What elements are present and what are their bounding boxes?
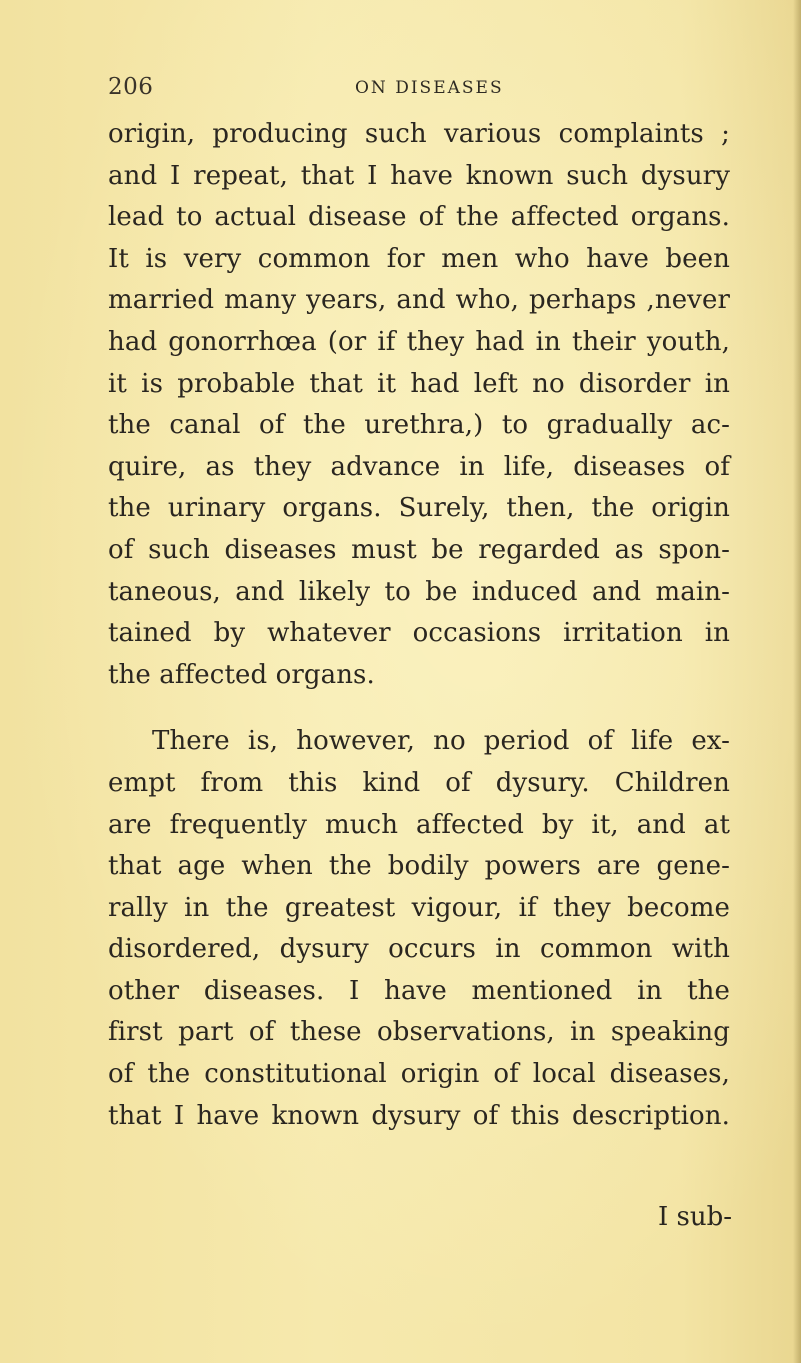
text-line: origin, producing such various complaints ; [108, 119, 730, 149]
paragraph-1 [108, 114, 730, 696]
paragraph-2 [108, 721, 730, 1137]
text-line: It is very common for men who have been [108, 243, 730, 274]
catchword: I sub- [658, 1202, 733, 1232]
text-line: the urinary organs. Surely, then, the origin [108, 493, 730, 524]
paragraph-gap [108, 696, 730, 721]
page-number: 206 [108, 74, 154, 100]
running-head: ON DISEASES [355, 78, 504, 98]
text-line: the canal of the urethra,) to gradually ac- [108, 410, 730, 441]
text-line: are frequently much affected by it, and at [108, 809, 730, 840]
text-line: disordered, dysury occurs in common with [108, 934, 730, 965]
text-line: rally in the greatest vigour, if they become [108, 892, 730, 923]
text-line: empt from this kind of dysury. Children [108, 767, 730, 798]
page-edge-shadow [793, 0, 801, 1363]
body-text [108, 114, 730, 1137]
text-line: that I have known dysury of this description. [108, 1100, 730, 1131]
text-line: There is, however, no period of life ex- [152, 726, 730, 757]
text-line: had gonorrhœa (or if they had in their youth, [108, 326, 730, 357]
text-line: other diseases. I have mentioned in the [108, 975, 730, 1006]
text-line: of the constitutional origin of local diseases, [108, 1059, 730, 1090]
text-line: quire, as they advance in life, diseases of [108, 451, 730, 482]
text-line: first part of these observations, in speaking [108, 1017, 730, 1048]
text-line: it is probable that it had left no disorder in [108, 368, 730, 399]
text-line: the affected organs. [108, 659, 375, 690]
text-line: married many years, and who, perhaps ,never [108, 285, 730, 316]
text-line: tained by whatever occasions irritation in [108, 618, 730, 649]
text-line: that age when the bodily powers are gene- [108, 851, 730, 882]
text-line: and I repeat, that I have known such dysury [108, 160, 730, 191]
text-line: lead to actual disease of the affected organs. [108, 202, 730, 233]
text-line: of such diseases must be regarded as spon- [108, 534, 730, 565]
text-line: taneous, and likely to be induced and main- [108, 576, 730, 607]
page-header [108, 74, 728, 108]
